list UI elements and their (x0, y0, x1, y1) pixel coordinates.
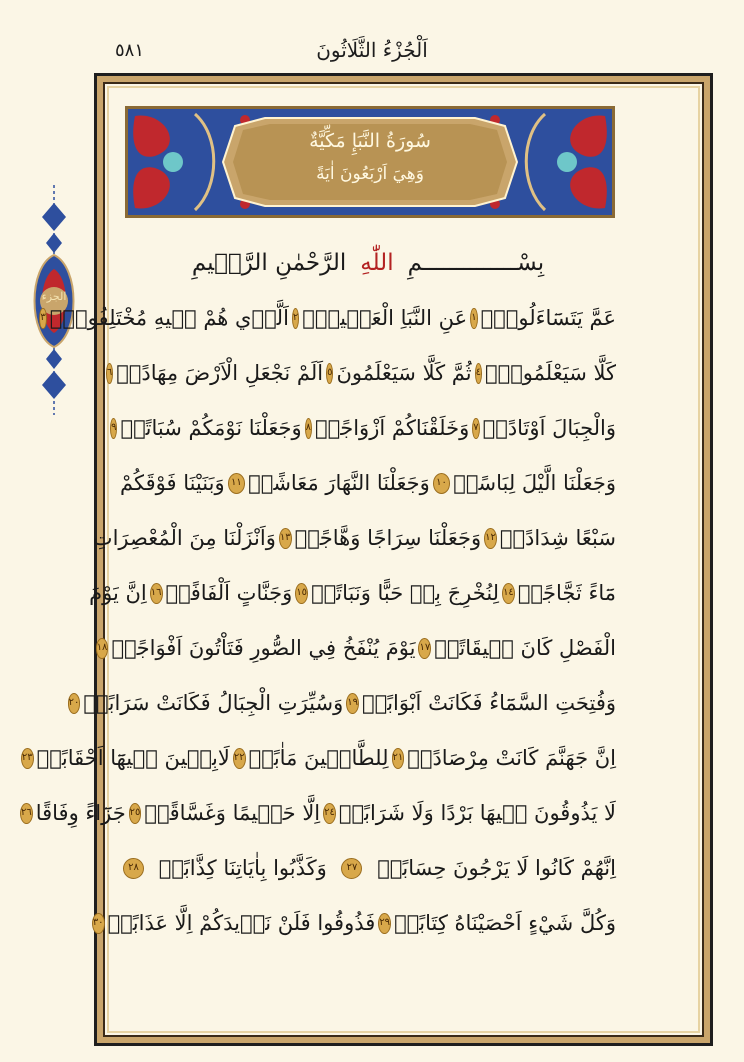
ayah-number-marker: ٢ (292, 308, 299, 329)
ayah-number-marker: ١٧ (418, 638, 431, 659)
ayah-number-marker: ٢٢ (233, 748, 246, 769)
verse-text: يَوْمَ يُنْفَخُ فِي الصُّورِ فَتَاْتُونَ اَفْوَاجًاۙ (111, 636, 416, 660)
page-number: ٥٨١ (115, 40, 145, 61)
verse-text: وَفُتِحَتِ السَّمَٓاءُ فَكَانَتْ اَبْوَابًاۙ (361, 691, 616, 715)
verse-text: وَجَعَلْنَا سِرَاجًا وَهَّاجًاۖ (294, 526, 482, 550)
verse-text: وَكَذَّبُوا بِاٰيَاتِنَا كِذَّابًاۜ (158, 856, 327, 880)
ayah-number-marker: ٣ (39, 308, 46, 329)
ayah-number-marker: ١٨ (96, 638, 109, 659)
basmala-rahman-rahim: الرَّحْمٰنِ الرَّح۪يمِ (191, 250, 347, 276)
basmala-allah: اللّٰهِ (360, 250, 394, 276)
verse-text: عَنِ النَّبَاِ الْعَظ۪يمِۙ (302, 306, 468, 330)
verse-line (92, 511, 616, 566)
ayah-number-marker: ٦ (106, 363, 113, 384)
verse-line (111, 401, 616, 456)
verse-text: لِلطَّاغ۪ينَ مَاٰبًاۙ (248, 746, 389, 770)
ayah-number-marker: ٢٥ (129, 803, 142, 824)
verse-text: اَلَّذ۪ي هُمْ ف۪يهِ مُخْتَلِفُونَۜ (49, 306, 289, 330)
verse-text: عَمَّ يَتَسَٓاءَلُونَۚ (480, 306, 616, 330)
verse-text: اِنَّ يَوْمَ (89, 581, 147, 605)
verse-line (20, 786, 616, 841)
ayah-number-marker: ٩ (110, 418, 117, 439)
verse-text: سَبْعًا شِدَادًاۙ (499, 526, 616, 550)
ayah-number-marker: ٢٧ (341, 858, 362, 879)
verse-line (21, 731, 616, 786)
ayah-number-marker: ١١ (228, 473, 246, 494)
verse-text: اِلَّا حَم۪يمًا وَغَسَّاقًاۙ (144, 801, 321, 825)
verse-text: وَجَعَلْنَا النَّهَارَ مَعَاشًاۖ (248, 471, 430, 495)
verse-line (89, 566, 616, 621)
juz-header: اَلْجُزْءُ الثَّلَاثُونَ (316, 38, 428, 62)
ayah-number-marker: ١٠ (433, 473, 451, 494)
ayah-number-marker: ٢٠ (68, 693, 81, 714)
verse-text: لَابِث۪ينَ ف۪يهَٓا اَحْقَابًاۚ (36, 746, 230, 770)
verse-text: وَجَنَّاتٍ اَلْفَافًاۜ (165, 581, 293, 605)
basmala-line (120, 236, 616, 291)
ayah-number-marker: ١٥ (295, 583, 308, 604)
ayah-number-marker: ٥ (326, 363, 333, 384)
verse-text: وَسُيِّرَتِ الْجِبَالُ فَكَانَتْ سَرَابًاۜ (83, 691, 344, 715)
verse-text: جَزَٓاءً وِفَاقًا (35, 801, 126, 825)
verse-text: ثُمَّ كَلَّا سَيَعْلَمُونَ (336, 361, 472, 385)
verse-text: اَلَمْ نَجْعَلِ الْاَرْضَ مِهَادًاۙ (116, 361, 324, 385)
ayah-number-marker: ١ (470, 308, 477, 329)
verse-text: وَخَلَقْنَاكُمْ اَزْوَاجًاۙ (315, 416, 470, 440)
ayah-number-marker: ٢٩ (378, 913, 391, 934)
verse-text: لَا يَذُوقُونَ ف۪يهَا بَرْدًا وَلَا شَرَابًاۙ (338, 801, 616, 825)
ayah-number-marker: ٢٣ (21, 748, 34, 769)
surah-header-banner (125, 106, 615, 218)
ayah-number-marker: ٤ (475, 363, 482, 384)
ayah-number-marker: ٢٨ (123, 858, 144, 879)
ayah-number-marker: ١٤ (502, 583, 515, 604)
ayah-number-marker: ١٣ (279, 528, 292, 549)
verse-text: وَجَعَلْنَا الَّيْلَ لِبَاسًاۙ (453, 471, 616, 495)
verse-text: اِنَّ جَهَنَّمَ كَانَتْ مِرْصَادًاۙ (407, 746, 616, 770)
verse-text: الْفَصْلِ كَانَ م۪يقَاتًاۙ (434, 636, 616, 660)
ayah-number-marker: ٢٤ (323, 803, 336, 824)
ayah-number-marker: ٢١ (392, 748, 405, 769)
ayah-number-marker: ٢٦ (20, 803, 33, 824)
verse-text: وَجَعَلْنَا نَوْمَكُمْ سُبَاتًاۙ (120, 416, 302, 440)
ayah-number-marker: ٧ (472, 418, 479, 439)
surah-subtitle: وَهِيَ اَرْبَعُونَ اٰيَةً (316, 164, 424, 184)
verse-line (68, 676, 616, 731)
ayah-number-marker: ١٢ (484, 528, 497, 549)
verse-line (120, 456, 616, 511)
verse-text: فَذُوقُوا فَلَنْ نَز۪يدَكُمْ اِلَّا عَذَابًاۚ (107, 911, 376, 935)
ayah-number-marker: ١٦ (150, 583, 163, 604)
verse-text: وَاَنْزَلْنَا مِنَ الْمُعْصِرَاتِ (92, 526, 276, 550)
surah-title: سُورَةُ النَّبَإِ مَكِّيَّةٌ (309, 130, 431, 152)
verse-text: لِنُخْرِجَ بِه۪ حَبًّا وَنَبَاتًاۙ (311, 581, 500, 605)
verse-text: وَالْجِبَالَ اَوْتَادًاۖ (482, 416, 616, 440)
verse-text: وَبَنَيْنَا فَوْقَكُمْ (120, 471, 225, 495)
verse-line (92, 896, 616, 951)
verse-text: مَٓاءً ثَجَّاجًاۙ (517, 581, 616, 605)
juz-marker-label: الجزء (41, 290, 67, 303)
basmala-bismi: بِسْــــــــــــــمِ (407, 250, 545, 276)
verse-text: وَكُلَّ شَيْءٍ اَحْصَيْنَاهُ كِتَابًاۙ (394, 911, 616, 935)
verse-line (96, 621, 616, 676)
verse-line (106, 346, 616, 401)
verse-line (120, 841, 616, 896)
verse-text: اِنَّهُمْ كَانُوا لَا يَرْجُونَ حِسَابًاۙ (377, 856, 616, 880)
ayah-number-marker: ٨ (305, 418, 312, 439)
verse-text: كَلَّا سَيَعْلَمُونَۙ (484, 361, 616, 385)
ayah-number-marker: ١٩ (346, 693, 359, 714)
ayah-number-marker: ٣٠ (92, 913, 105, 934)
